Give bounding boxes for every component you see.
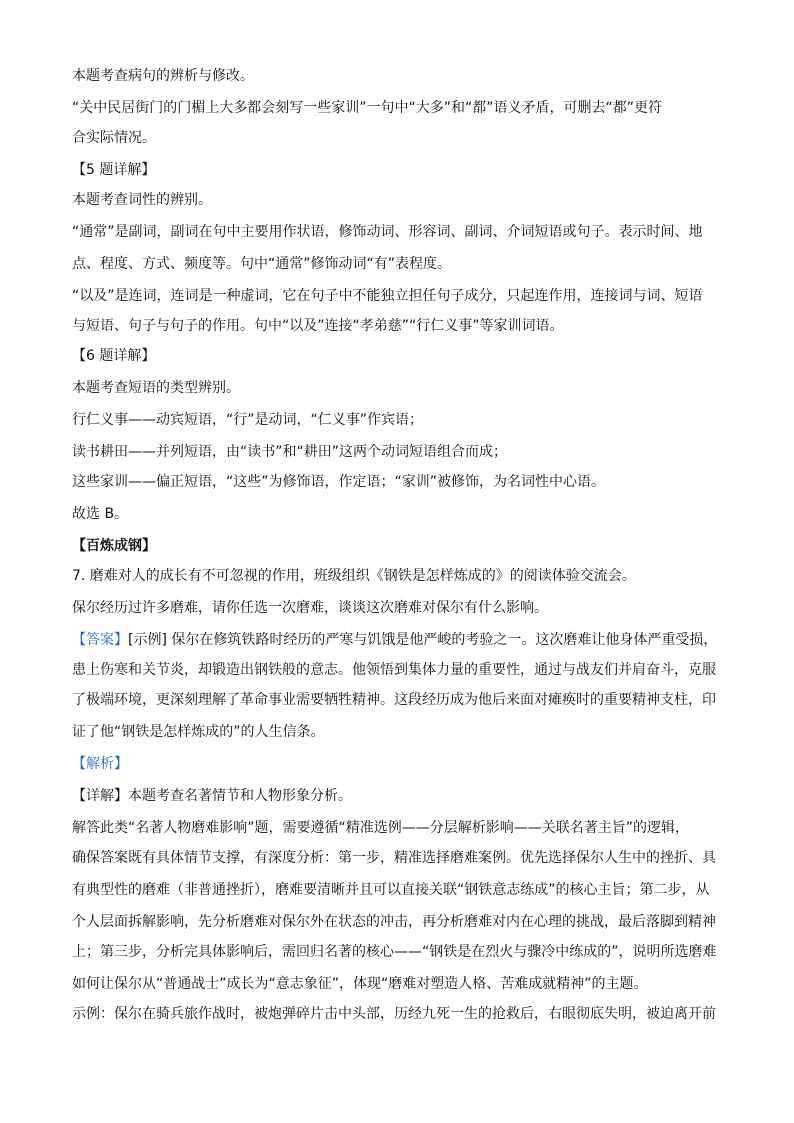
text-line: 与短语、句子与句子的作用。句中“以及”连接“孝弟慈”“行仁义事”等家训词语。 xyxy=(72,318,564,334)
text-line: 上；第三步，分析完具体影响后，需回归名著的核心——“钢铁是在烈火与骤冷中练成的”，说明所选磨难 xyxy=(72,944,717,960)
text-line: “以及”是连词，连词是一种虚词，它在句子中不能独立担任句子成分，只起连作用，连接词与词、短语 xyxy=(72,288,703,304)
text-line: 本题考查病句的辨析与修改。 xyxy=(72,68,254,84)
text-line: 故选 B。 xyxy=(72,506,129,522)
text-line: 本题考查词性的辨别。 xyxy=(72,192,212,208)
text-line: 【详解】本题考查名著情节和人物形象分析。 xyxy=(72,788,352,804)
section-heading: 【6 题详解】 xyxy=(72,348,156,364)
text-line: 确保答案既有具体情节支撑，有深度分析：第一步，精准选择磨难案例。优先选择保尔人生中的挫折、具 xyxy=(72,850,716,866)
text-line: 点、程度、方式、频度等。句中“通常”修饰动词“有”表程度。 xyxy=(72,256,452,272)
answer-text: [示例] 保尔在修筑铁路时经历的严寒与饥饿是他严峻的考验之一。这次磨难让他身体严重受损， xyxy=(128,632,718,648)
question-line: 7. 磨难对人的成长有不可忽视的作用，班级组织《钢铁是怎样炼成的》的阅读体验交流会。 xyxy=(72,568,636,584)
text-line: 解答此类“名著人物磨难影响”题，需要遵循“精准选例——分层解析影响——关联名著主旨”的逻辑， xyxy=(72,820,690,836)
text-line: “关中民居街门的门楣上大多都会刻写一些家训”一句中“大多”和“都”语义矛盾，可删去“都”更符 xyxy=(72,100,663,116)
text-line: 这些家训——偏正短语，“这些”为修饰语，作定语；“家训”被修饰，为名词性中心语。 xyxy=(72,474,606,490)
text-line: 证了他“钢铁是怎样炼成的”的人生信条。 xyxy=(72,724,325,740)
section-heading-bold: 【百炼成钢】 xyxy=(72,538,156,554)
section-heading: 【5 题详解】 xyxy=(72,162,156,178)
answer-line xyxy=(72,630,732,650)
text-line: 合实际情况。 xyxy=(72,130,156,146)
answer-tag: 【答案】 xyxy=(72,632,128,648)
analysis-tag: 【解析】 xyxy=(72,756,128,772)
text-line: 有典型性的磨难（非普通挫折），磨难要清晰并且可以直接关联“钢铁意志练成”的核心主旨；第二步，从 xyxy=(72,882,710,898)
text-line: “通常”是副词，副词在句中主要用作状语，修饰动词、形容词、副词、介词短语或句子。表示时间、地 xyxy=(72,224,703,240)
text-line: 患上伤寒和关节炎，却锻造出钢铁般的意志。他领悟到集体力量的重要性，通过与战友们并肩奋斗，克服 xyxy=(72,662,716,678)
text-line: 如何让保尔从“普通战士”成长为“意志象征”，体现“磨难对塑造人格、苦难成就精神”的主题。 xyxy=(72,976,648,992)
text-line: 示例：保尔在骑兵旅作战时，被炮弹碎片击中头部，历经九死一生的抢救后，右眼彻底失明，被迫离开前 xyxy=(72,1006,716,1022)
text-line: 了极端环境，更深刻理解了革命事业需要牺牲精神。这段经历成为他后来面对瘫痪时的重要精神支柱，印 xyxy=(72,692,716,708)
question-line: 保尔经历过许多磨难，请你任选一次磨难，谈谈这次磨难对保尔有什么影响。 xyxy=(72,600,548,616)
text-line: 读书耕田——并列短语，由“读书”和“耕田”这两个动词短语组合而成； xyxy=(72,444,508,460)
text-line: 个人层面拆解影响，先分析磨难对保尔外在状态的冲击，再分析磨难对内在心理的挑战，最后落脚到精神 xyxy=(72,914,716,930)
text-line: 行仁义事——动宾短语，“行”是动词，“仁义事”作宾语； xyxy=(72,412,424,428)
text-line: 本题考查短语的类型辨别。 xyxy=(72,380,240,396)
